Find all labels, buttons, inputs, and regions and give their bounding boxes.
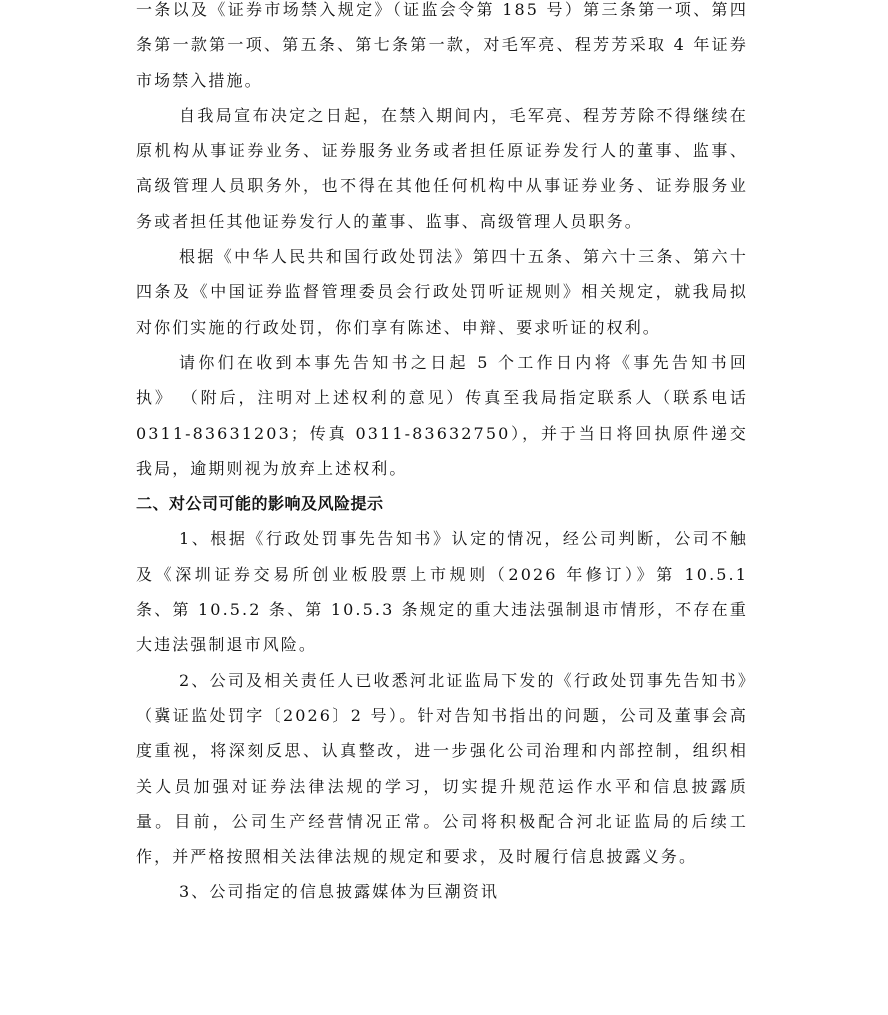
paragraph-company-response: 2、公司及相关责任人已收悉河北证监局下发的《行政处罚事先告知书》（冀证监处罚字〔2026〕2 号）。针对告知书指出的问题，公司及董事会高度重视，将深刻反思、认真整改，进一步强化公司治理和内部控制，组织相关人员加强对证券法律法规的学习，切实提升规范运作水平和信息披露质量。目前，公司生产经营情况正常。公司将积极配合河北证监局的后续工作，并严格按照相关法律法规的规定和要求，及时履行信息披露义务。 <box>136 670 748 867</box>
paragraph-rights: 根据《中华人民共和国行政处罚法》第四十五条、第六十三条、第六十四条及《中国证券监督管理委员会行政处罚听证规则》相关规定，就我局拟对你们实施的行政处罚，你们享有陈述、申辩、要求听证的权利。 <box>136 247 748 337</box>
paragraph-receipt-instructions: 请你们在收到本事先告知书之日起 5 个工作日内将《事先告知书回执》 （附后，注明对上述权利的意见）传真至我局指定联系人（联系电话 0311-83631203；传真 0311-83632750），并于当日将回执原件递交我局，逾期则视为放弃上述权利。 <box>136 352 748 478</box>
paragraph-prohibition-measure: 一条以及《证券市场禁入规定》（证监会令第 185 号）第三条第一项、第四条第一款第一项、第五条、第七条第一款，对毛军亮、程芳芳采取 4 年证券市场禁入措施。 <box>136 0 748 90</box>
paragraph-delisting-risk: 1、根据《行政处罚事先告知书》认定的情况，经公司判断，公司不触及《深圳证券交易所创业板股票上市规则（2026 年修订）》第 10.5.1 条、第 10.5.2 条、第 10.5.3 条规定的重大违法强制退市情形，不存在重大违法强制退市风险。 <box>136 529 748 655</box>
section-heading: 二、对公司可能的影响及风险提示 <box>136 494 384 514</box>
paragraph-prohibition-scope: 自我局宣布决定之日起，在禁入期间内，毛军亮、程芳芳除不得继续在原机构从事证券业务、证券服务业务或者担任原证券发行人的董事、监事、高级管理人员职务外，也不得在其他任何机构中从事证券业务、证券服务业务或者担任其他证券发行人的董事、监事、高级管理人员职务。 <box>136 105 748 231</box>
paragraph-disclosure-media: 3、公司指定的信息披露媒体为巨潮资讯 <box>179 882 499 902</box>
